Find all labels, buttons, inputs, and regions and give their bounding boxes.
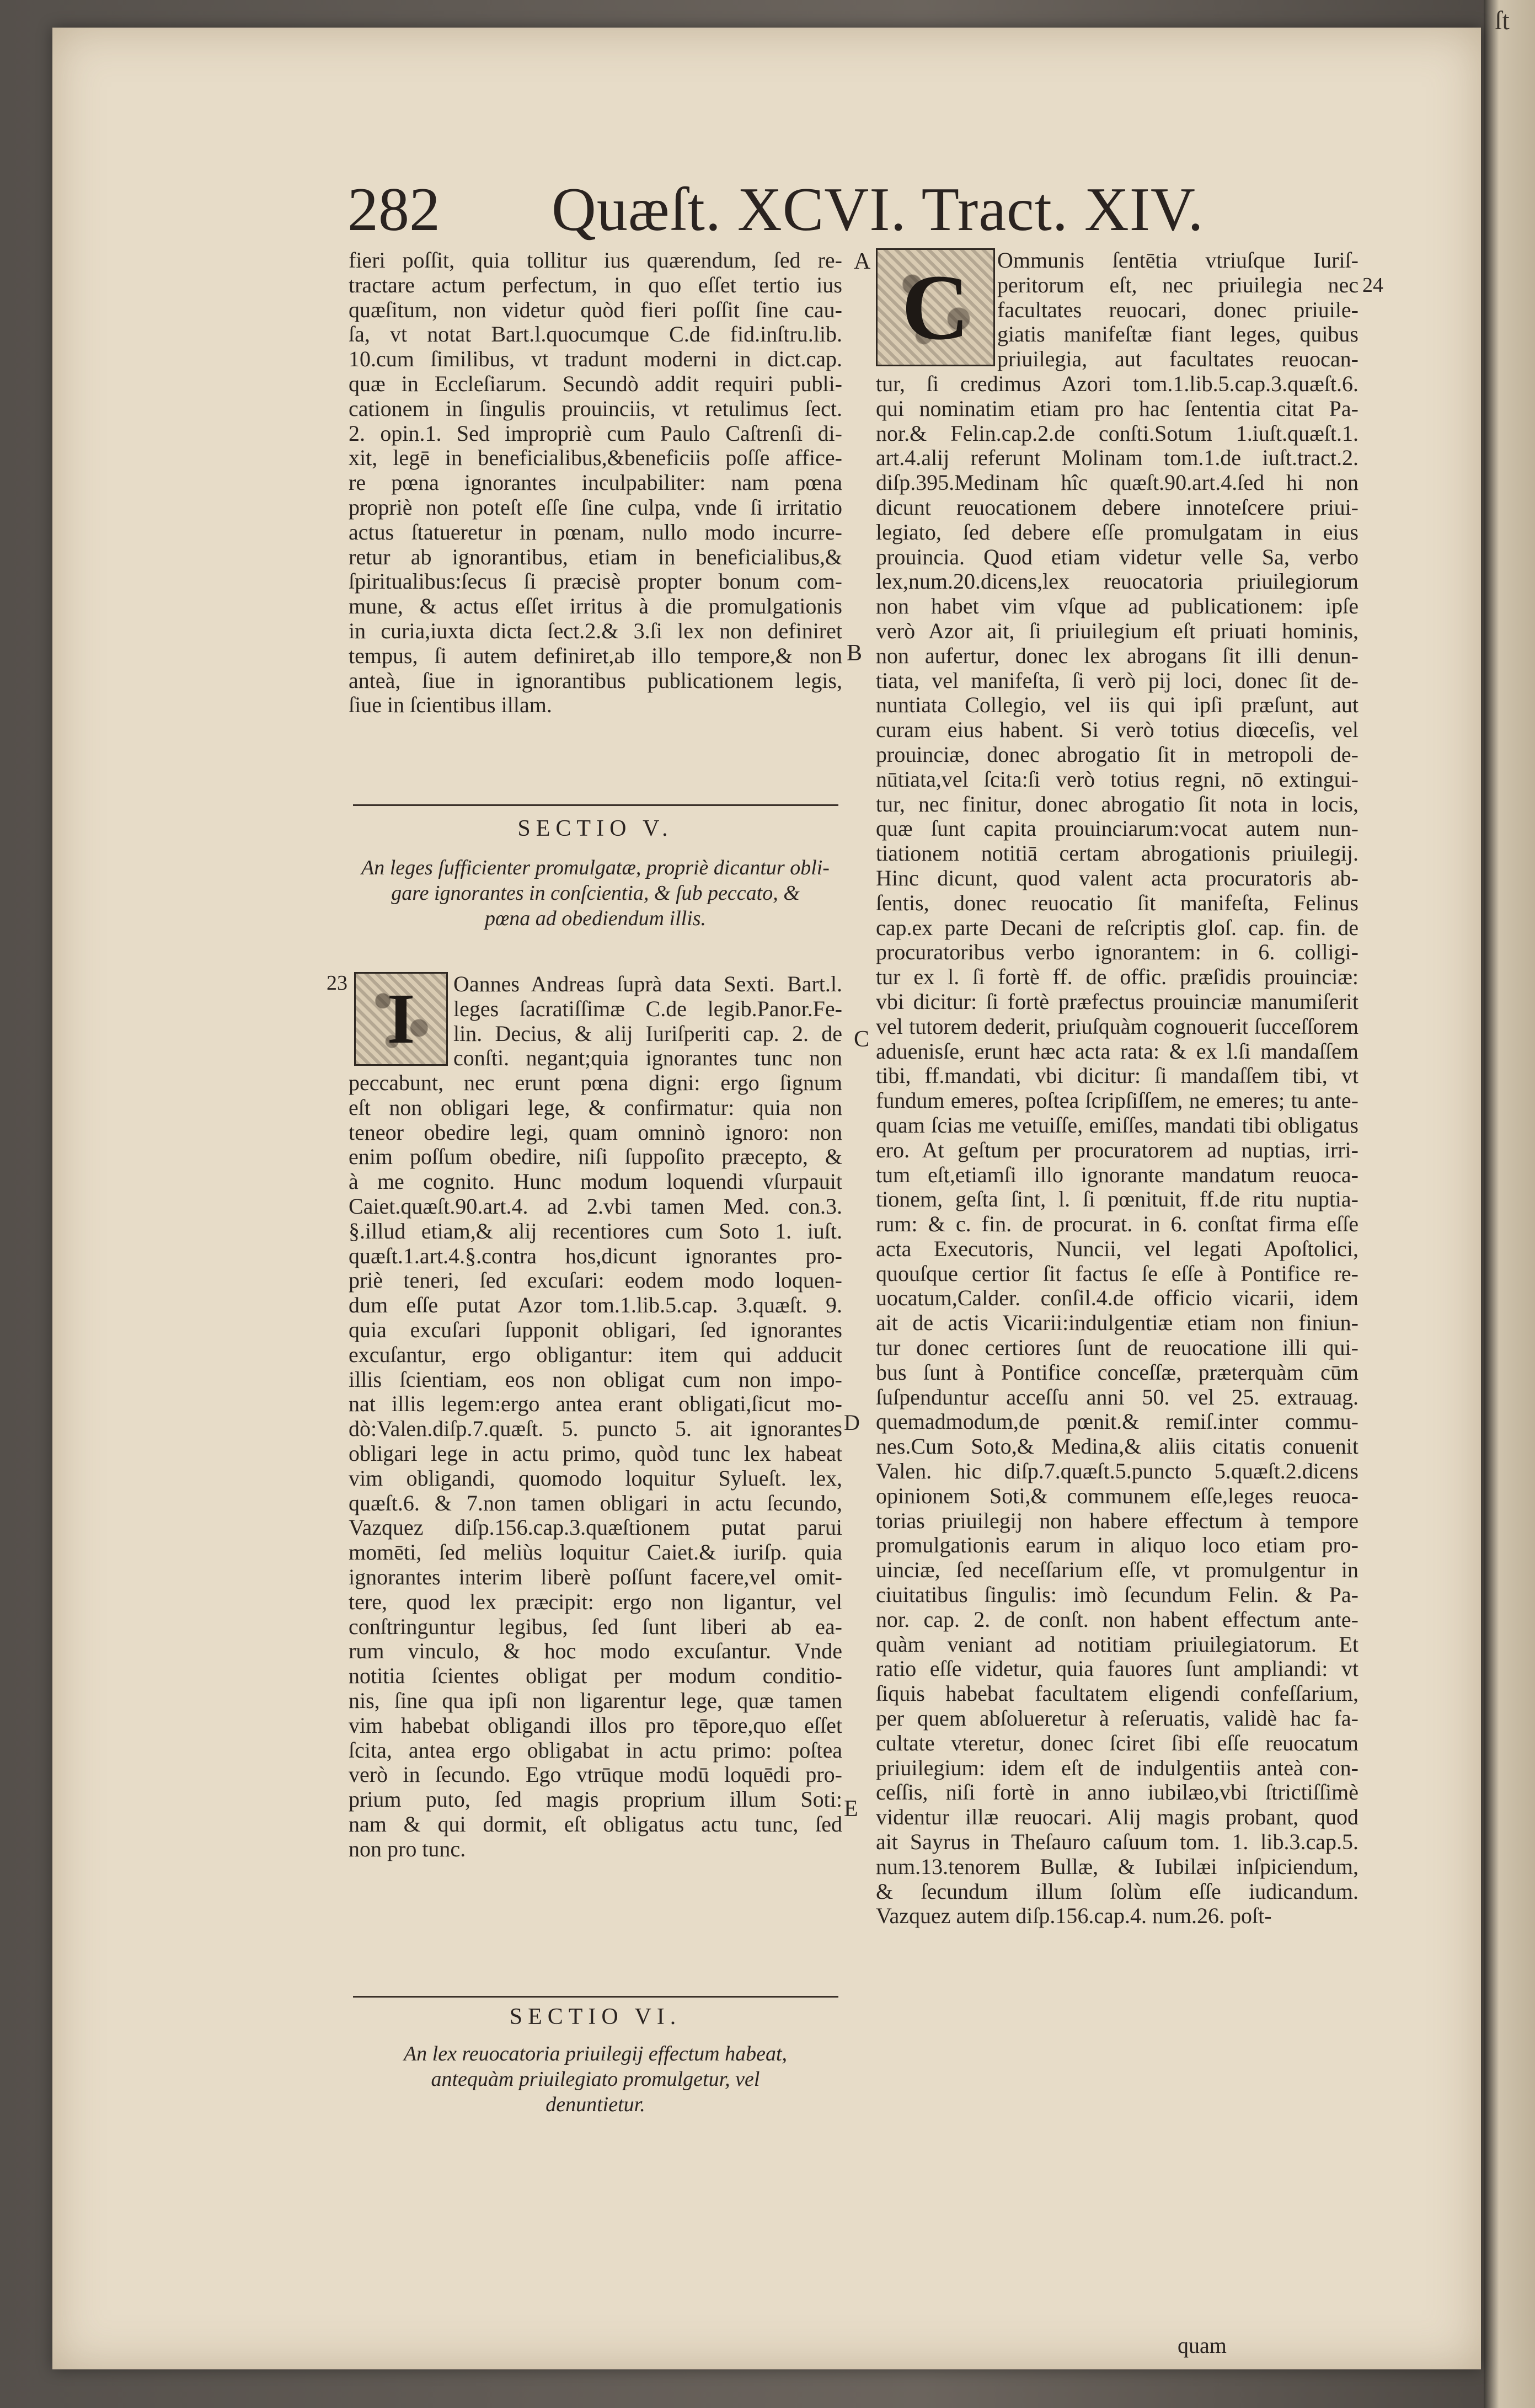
text-line: art.4.alij referunt Molinam tom.1.de iuſt.tract.2. — [876, 445, 1358, 471]
section5-heading: SECTIO V. — [517, 816, 673, 841]
text-line: enim poſſum obedire, niſi ſuppoſito præcepto, & — [349, 1144, 842, 1170]
text-line: Valen. hic diſp.7.quæſt.5.puncto 5.quæſt.2.dicens — [876, 1459, 1358, 1484]
text-line: priuilegia, aut facultates reuocan- — [997, 346, 1358, 372]
text-line: non habet vim vſque ad publicationem: ipſe — [876, 594, 1358, 619]
text-line: tractare actum perfectum, in quo eſſet tertio ius — [349, 272, 842, 297]
right-initial-lines — [997, 248, 1358, 372]
text-line: conſtringuntur legibus, ſed ſunt liberi ab ea- — [349, 1614, 842, 1639]
text-line: mune, & actus eſſet irritus à die promulgationis — [349, 594, 842, 619]
subtitle-line: pœna ad obediendum illis. — [484, 907, 707, 930]
text-line: quæſt.6. & 7.non tamen obligari in actu ſecundo, — [349, 1490, 842, 1515]
text-line: teneor obedire legi, quam omninò ignoro: non — [349, 1119, 842, 1145]
text-line: ſentis, donec reuocatio ſit manifeſta, Felinus — [876, 890, 1358, 915]
text-line: vbi dicitur: ſi fortè præfectus prouinciæ manumiſerit — [876, 989, 1358, 1014]
text-line: verò Azor ait, ſi priuilegium eſt priuati hominis, — [876, 618, 1358, 643]
text-line: procuratoribus verbo ignorantem: in 6. colligi- — [876, 939, 1358, 965]
text-line: tur donec certiores ſunt de reuocatione illi qui- — [876, 1335, 1358, 1360]
text-line: tibi, ff.mandati, vbi dicitur: ſi mandaſſem tibi, vt — [876, 1063, 1358, 1088]
text-line: obligari lege in actu primo, quòd tunc lex habeat — [349, 1440, 842, 1466]
next-page-edge — [1484, 0, 1535, 2408]
text-line: peccabunt, nec erunt pœna digni: ergo ſignum — [349, 1070, 842, 1095]
left-top-text — [349, 248, 842, 718]
section-rule — [353, 804, 838, 806]
text-line: tur, ſi credimus Azori tom.1.lib.5.cap.3.quæſt.6. — [876, 371, 1358, 396]
text-line: quam ſcias me vetuiſſe, emiſſes, mandati tibi obligatus — [876, 1112, 1358, 1138]
subtitle-line: gare ignorantes in conſcientia, & ſub peccato, & — [391, 882, 800, 905]
text-line: tur, nec finitur, donec abrogatio ſit nota in locis, — [876, 791, 1358, 816]
text-line: cationem in ſingulis prouinciis, vt retulimus ſect. — [349, 396, 842, 421]
text-line: num.13.tenorem Bullæ, & Iubilæi inſpiciendum, — [876, 1854, 1358, 1879]
text-line: diſp.395.Medinam hîc quæſt.90.art.4.ſed hi non — [876, 470, 1358, 495]
text-line: cultate vteretur, donec ſciret ſibi eſſe reuocatum — [876, 1730, 1358, 1755]
text-line: vim obligandi, quomodo loquitur Sylueſt. lex, — [349, 1465, 842, 1491]
text-line: quæſt.1.art.4.§.contra hos,dicunt ignorantes pro- — [349, 1243, 842, 1268]
text-line: xit, legē in beneficialibus,&beneficiis poſſe afficе- — [349, 445, 842, 471]
subtitle-line: denuntietur. — [545, 2093, 645, 2116]
text-line: quæ ſunt capita prouinciarum:vocat autem nun- — [876, 816, 1358, 841]
text-line: leges ſacratiſſimæ C.de legib.Panor.Fe- — [453, 996, 842, 1021]
next-page-fragment: ſt — [1495, 6, 1510, 35]
text-line: tere, quod lex præcipit: ergo non ligantur, vel — [349, 1589, 842, 1614]
text-line: propriè non poteſt eſſe ſine culpa, vnde ſi irritatio — [349, 494, 842, 520]
text-line: retur ab ignorantibus, etiam in beneficialibus,& — [349, 544, 842, 569]
text-line: dò:Valen.diſp.7.quæſt. 5. puncto 5. ait ignorantes — [349, 1416, 842, 1441]
text-line: cap.ex parte Decani de reſcriptis gloſ. cap. fin. de — [876, 915, 1358, 940]
text-line: Vazquez diſp.156.cap.3.quæſtionem putat parui — [349, 1515, 842, 1540]
section6-heading: SECTIO VI. — [509, 2004, 682, 2030]
text-line: ignorantes interim liberè poſſunt facere,vel omit- — [349, 1564, 842, 1589]
text-line: nis, ſine qua ipſi non ligarentur lege, quæ tamen — [349, 1688, 842, 1713]
margin-letter-b: B — [847, 640, 863, 666]
text-line: quia excuſari ſupponit obligari, ſed ignorantes — [349, 1317, 842, 1342]
text-line: qui nominatim etiam pro hac ſententia citat Pa- — [876, 396, 1358, 421]
text-line: illis ſcientiam, eos non obligat cum non impo- — [349, 1366, 842, 1392]
text-line: prouinciæ, donec abrogatio ſit in metropoli de- — [876, 741, 1358, 767]
text-line: tempus, ſi autem definiret,ab illo tempore,& non — [349, 643, 842, 668]
text-line: non aufertur, donec lex abrogans ſit illi denun- — [876, 643, 1358, 668]
text-line: per quem abſolueretur à reſeruatis, validè hac fa- — [876, 1706, 1358, 1731]
text-line: actus ſtatueretur in pœnam, nullo modo incurre- — [349, 519, 842, 544]
text-line: non pro tunc. — [349, 1836, 466, 1861]
text-line: peritorum eſt, nec priuilegia nec — [997, 272, 1358, 297]
text-line: verò in ſecundo. Ego vtrūque modū loquēdi pro- — [349, 1762, 842, 1787]
text-line: nes.Cum Soto,& Medina,& aliis citatis conuenit — [876, 1434, 1358, 1459]
text-line: legiato, ſed debere eſſe promulgatam in eius — [876, 519, 1358, 544]
text-line: momēti, ſed meliùs loquitur Caiet.& iuriſp. quia — [349, 1540, 842, 1565]
section6-subtitle — [349, 2041, 842, 2117]
text-line: aduenisſe, erunt hæc acta rata: & ex l.ſi mandaſſem — [876, 1038, 1358, 1064]
text-line: lex,num.20.dicens,lex reuocatoria priuilegiorum — [876, 569, 1358, 594]
subtitle-line: An leges ſufficienter promulgatæ, propriè dicantur obli- — [361, 856, 830, 879]
section5-subtitle — [349, 855, 842, 931]
text-line: quæſitum, non videtur quòd fieri poſſit ſine cau- — [349, 297, 842, 322]
text-line: §.illud etiam,& alij recentiores cum Soto 1. iuſt. — [349, 1218, 842, 1243]
text-line: prium puto, ſed magis proprium illum Soti: — [349, 1787, 842, 1812]
margin-number-23: 23 — [327, 971, 347, 995]
text-line: uinciæ, ſed neceſſarium eſſe, vt promulgentur in — [876, 1557, 1358, 1583]
text-line: eſt non obligari lege, & confirmatur: quia non — [349, 1094, 842, 1120]
text-line: ero. At geſtum per procuratorem ad nuptias, irri- — [876, 1137, 1358, 1162]
text-line: ſiue in ſcientibus illam. — [349, 692, 552, 718]
text-line: ſuſpenduntur acceſſu anni 50. vel 25. extrauag. — [876, 1384, 1358, 1409]
page-number: 282 — [347, 175, 440, 244]
margin-letter-c: C — [854, 1027, 870, 1052]
text-line: opinionem Soti,& communem eſſe,leges reuoca- — [876, 1483, 1358, 1508]
left-column — [349, 248, 842, 718]
text-line: Ommunis ſentētia vtriuſque Iuriſ- — [997, 248, 1358, 273]
text-line: priè teneri, ſed excuſari: eodem modo loquen- — [349, 1268, 842, 1293]
text-line: quàm veniant ad notitiam priuilegiatorum. Et — [876, 1631, 1358, 1657]
section5-body — [349, 1071, 842, 1862]
text-line: ſcita, antea ergo obligabat in actu primo: poſtea — [349, 1737, 842, 1763]
text-line: rum vinculo, & hoc modo excuſantur. Vnde — [349, 1638, 842, 1664]
catchword: quam — [1178, 2333, 1227, 2358]
margin-letter-d: D — [844, 1410, 860, 1435]
text-line: ſa, vt notat Bart.l.quocumque C.de fid.inſtru.lib. — [349, 322, 842, 347]
text-line: ciuitatibus ſingulis: imò ſecundum Felin. & Pa- — [876, 1582, 1358, 1608]
text-line: curam eius habent. Si verò totius diœceſis, vel — [876, 717, 1358, 743]
text-line: quemadmodum,de pœnit.& remiſ.inter commu- — [876, 1409, 1358, 1434]
text-line: re pœna ignorantes inculpabiliter: nam pœna — [349, 470, 842, 495]
text-line: rum: & c. fin. de procurat. in 6. conſtat firma eſſe — [876, 1211, 1358, 1237]
text-line: nuntiata Collegio, vel iis qui ipſi præſunt, aut — [876, 692, 1358, 718]
subtitle-line: antequàm priuilegiato promulgetur, vel — [431, 2068, 760, 2091]
text-line: tum eſt,etiamſi illo ignorante mandatum reuoca- — [876, 1162, 1358, 1187]
text-line: à me cognito. Hunc modum loquendi vſurpauit — [349, 1169, 842, 1194]
text-line: ratio eſſe videtur, quia fauores ſunt ampliandi: vt — [876, 1656, 1358, 1681]
text-line: fieri poſſit, quia tollitur ius quærendum, ſed re- — [349, 248, 842, 273]
text-line: vim habebat obligandi illos pro tēpore,quo eſſet — [349, 1712, 842, 1738]
margin-number-24: 24 — [1362, 274, 1383, 297]
text-line: nor. cap. 2. de conſt. non habent effectum ante- — [876, 1606, 1358, 1632]
text-line: ceſſis, niſi fortè in anno iubilæo,vbi ſtrictiſſimè — [876, 1780, 1358, 1805]
text-line: nam & qui dormit, eſt obligatus actu tunc, ſed — [349, 1811, 842, 1836]
text-line: quæ in Eccleſiarum. Secundò addit requiri publi- — [349, 371, 842, 396]
margin-letter-a: A — [854, 249, 871, 274]
text-line: Hinc dicunt, quod valent acta procuratoris ab- — [876, 865, 1358, 890]
text-line: & ſecundum illum ſolùm eſſe iudicandum. — [876, 1878, 1358, 1904]
text-line: quouſque certior ſit factus ſe eſſe à Pontifice re- — [876, 1261, 1358, 1286]
text-line: dicunt reuocationem debere innoteſcere priui- — [876, 494, 1358, 520]
text-line: fundum emeres, poſtea ſcripſiſſem, ne emeres; tu ante- — [876, 1088, 1358, 1113]
section5-initial-lines — [453, 972, 842, 1071]
text-line: in curia,iuxta dicta ſect.2.& 3.ſi lex non definiret — [349, 618, 842, 643]
running-title: Quæſt. XCVI. Tract. XIV. — [552, 175, 1204, 244]
text-line: Oannes Andreas ſuprà data Sexti. Bart.l. — [453, 971, 842, 996]
text-line: tiata, vel manifeſta, ſi verò pij loci, donec ſit de- — [876, 668, 1358, 693]
margin-letter-e: E — [844, 1796, 858, 1822]
text-line: Caiet.quæſt.90.art.4. ad 2.vbi tamen Med. con.3. — [349, 1193, 842, 1219]
text-line: tiationem notitiā certam abrogationis priuilegij. — [876, 841, 1358, 866]
right-column-body — [876, 372, 1358, 1929]
text-line: dum eſſe putat Azor tom.1.lib.5.cap. 3.quæſt. 9. — [349, 1293, 842, 1318]
text-line: uocatum,Calder. conſil.4.de officio vicarii, idem — [876, 1285, 1358, 1311]
text-line: ait de actis Vicarii:indulgentiæ etiam non finiun- — [876, 1310, 1358, 1336]
text-line: nat illis legem:ergo antea erant obligati,ſicut mo- — [349, 1391, 842, 1417]
text-line: giatis manifeſtæ fiant leges, quibus — [997, 322, 1358, 347]
text-line: prouincia. Quod etiam videtur velle Sa, verbo — [876, 544, 1358, 569]
text-line: tionem, geſta ſint, l. ſi pœnituit, ff.de ritu nuptia- — [876, 1187, 1358, 1212]
text-line: ſiquis habebat facultatem eligendi confeſſarium, — [876, 1681, 1358, 1706]
initial-letter-i: I — [354, 972, 448, 1066]
subtitle-line: An lex reuocatoria priuilegij effectum habeat, — [403, 2042, 788, 2065]
running-head — [347, 168, 1285, 251]
text-line: promulgationis earum in aliquo loco etiam pro- — [876, 1533, 1358, 1558]
text-line: facultates reuocari, donec priuile- — [997, 297, 1358, 322]
text-line: torias priuilegij non habere effectum à tempore — [876, 1508, 1358, 1533]
text-line: notitia ſcientes obligat per modum conditio- — [349, 1663, 842, 1689]
text-line: nūtiata,vel ſcita:ſi verò totius regni, nō extingui- — [876, 766, 1358, 792]
text-line: videntur illæ reuocari. Alij magis probant, quod — [876, 1804, 1358, 1830]
text-line: acta Executoris, Nuncii, vel legati Apoſtolici, — [876, 1236, 1358, 1261]
text-line: tur ex l. ſi fortè ff. de offic. præſidis prouinciæ: — [876, 964, 1358, 990]
text-line: ſpiritualibus:ſecus ſi præcisè propter bonum com- — [349, 569, 842, 594]
text-line: ait Sayrus in Theſauro caſuum tom. 1. lib.3.cap.5. — [876, 1829, 1358, 1855]
text-line: 2. opin.1. Sed impropriè cum Paulo Caſtrenſi di- — [349, 420, 842, 446]
text-line: vel tutorem dederit, priuſquàm cognouerit ſucceſſorem — [876, 1013, 1358, 1039]
text-line: 10.cum ſimilibus, vt tradunt moderni in dict.cap. — [349, 346, 842, 372]
initial-letter-c: C — [876, 248, 995, 366]
text-line: lin. Decius, & alij Iuriſperiti cap. 2. de — [453, 1021, 842, 1046]
text-line: Vazquez autem diſp.156.cap.4. num.26. poſt- — [876, 1903, 1272, 1929]
text-line: conſti. negant;quia ignorantes tunc non — [453, 1045, 842, 1071]
text-line: excuſantur, ergo obligantur: item qui adducit — [349, 1342, 842, 1367]
text-line: anteà, ſiue in ignorantibus publicationem legis, — [349, 668, 842, 693]
section-rule-2 — [353, 1996, 838, 1998]
text-line: bus ſunt à Pontifice conceſſæ, præterquàm cūm — [876, 1359, 1358, 1385]
text-line: nor.& Felin.cap.2.de conſti.Sotum 1.iuſt.quæſt.1. — [876, 420, 1358, 446]
text-line: priuilegium: idem eſt de indulgentiis anteà con- — [876, 1755, 1358, 1780]
